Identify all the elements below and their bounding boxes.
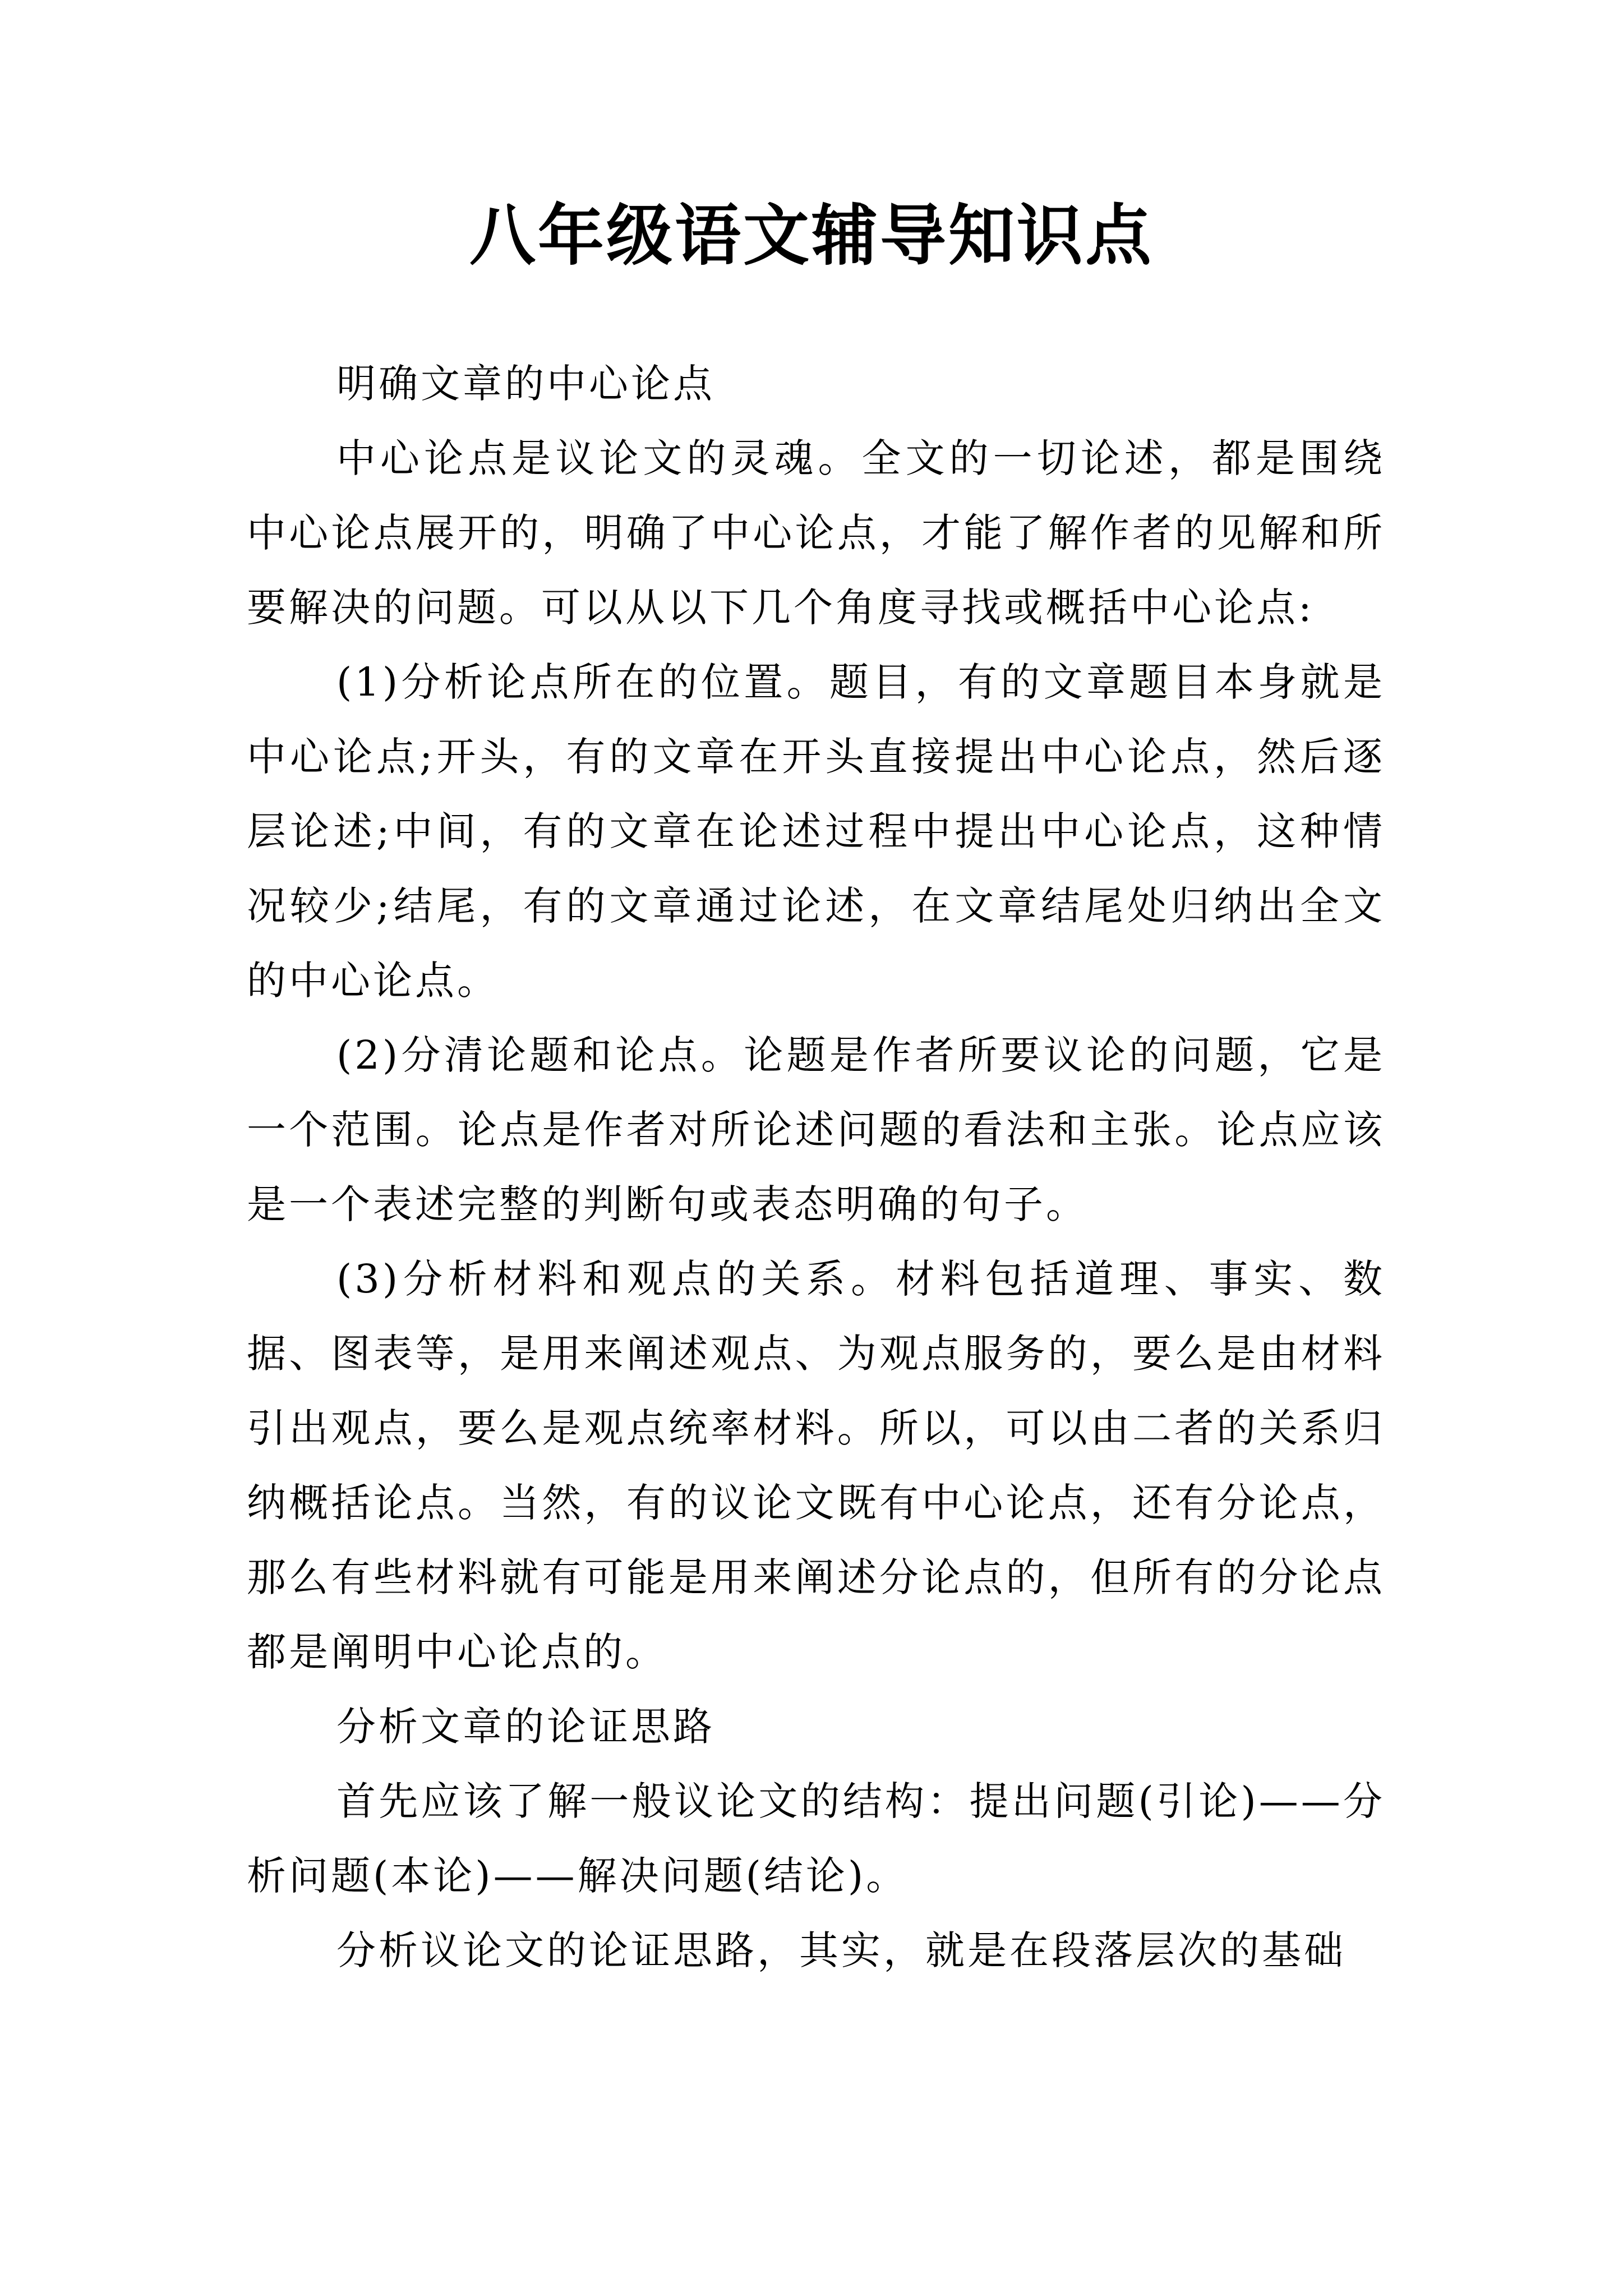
section-heading: 分析文章的论证思路 (336, 1704, 715, 1750)
body-paragraph: (2)分清论题和论点。论题是作者所要议论的问题，它是一个范围。论点是作者对所论述问题的看法和主张。论点应该是一个表述完整的判断句或表态明确的句子。 (247, 1032, 1385, 1227)
body-paragraph: 首先应该了解一般议论文的结构：提出问题(引论)——分析问题(本论)——解决问题(结论)。 (247, 1778, 1385, 1899)
section-heading: 明确文章的中心论点 (336, 361, 715, 407)
body-paragraph: 分析议论文的论证思路，其实，就是在段落层次的基础 (336, 1927, 1346, 1973)
body-paragraph: (1)分析论点所在的位置。题目，有的文章题目本身就是中心论点;开头，有的文章在开头直接提出中心论点，然后逐层论述;中间，有的文章在论述过程中提出中心论点，这种情况较少;结尾，有的文章通过论述，在文章结尾处归纳出全文的中心论点。 (247, 659, 1385, 1004)
body-paragraph: 中心论点是议论文的灵魂。全文的一切论述，都是围绕中心论点展开的，明确了中心论点，才能了解作者的见解和所要解决的问题。可以从以下几个角度寻找或概括中心论点: (247, 435, 1385, 631)
document-body (247, 347, 1385, 1988)
document-title: 八年级语文辅导知识点 (469, 196, 1154, 274)
body-paragraph: (3)分析材料和观点的关系。材料包括道理、事实、数据、图表等，是用来阐述观点、为观点服务的，要么是由材料引出观点，要么是观点统率材料。所以，可以由二者的关系归纳概括论点。当然，有的议论文既有中心论点，还有分论点，那么有些材料就有可能是用来阐述分论点的，但所有的分论点都是阐明中心论点的。 (247, 1256, 1385, 1675)
